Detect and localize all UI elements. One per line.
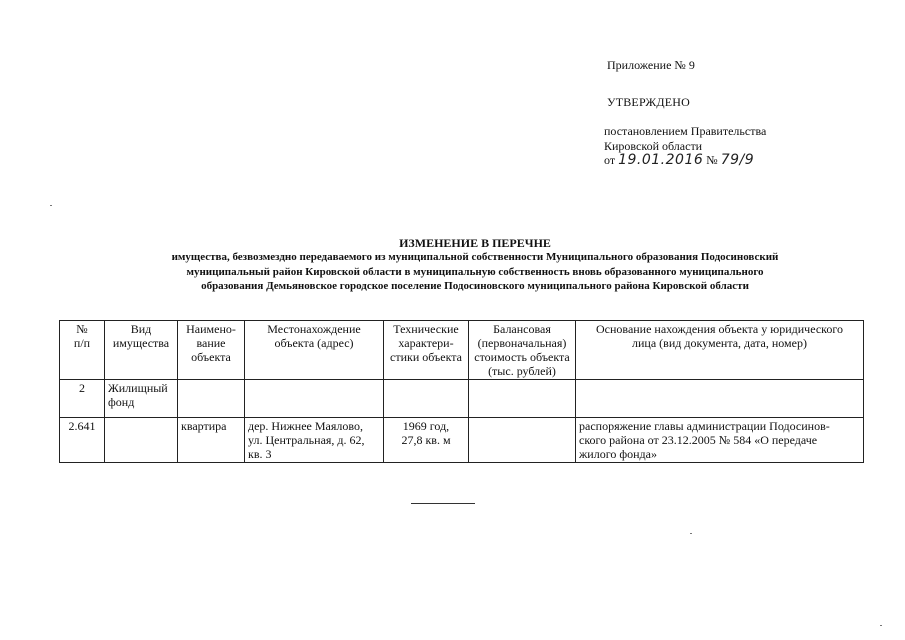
header-value-line: (тыс. рублей) bbox=[488, 364, 556, 378]
header-location bbox=[245, 321, 384, 380]
cell-specs-line: 1969 год, bbox=[402, 419, 450, 433]
approved-label: УТВЕРЖДЕНО bbox=[607, 95, 691, 109]
header-value-line: Балансовая bbox=[493, 322, 551, 336]
closing-divider bbox=[411, 503, 475, 504]
header-basis bbox=[576, 321, 864, 380]
title-line-2: имущества, безвозмездно передаваемого из муниципальной собственности Муниципального образования Подосиновский bbox=[171, 251, 779, 263]
header-specs-line: характери- bbox=[398, 336, 454, 350]
cell-basis-line: ского района от 23.12.2005 № 584 «О передаче bbox=[579, 433, 818, 447]
table-header-row bbox=[60, 321, 864, 380]
cell-basis bbox=[576, 380, 864, 418]
header-value bbox=[469, 321, 576, 380]
title-line-4: образования Демьяновское городское поселение Подосиновского муниципального района Кировской области bbox=[201, 280, 749, 292]
cell-location bbox=[245, 418, 384, 463]
header-location-line: объекта (адрес) bbox=[274, 336, 354, 350]
header-value-line: стоимость объекта bbox=[474, 350, 570, 364]
cell-type-line: фонд bbox=[108, 395, 135, 409]
decree-line-2: Кировской области bbox=[604, 138, 703, 153]
header-type-line: Вид bbox=[130, 322, 152, 336]
header-type-line: имущества bbox=[112, 336, 170, 350]
cell-location-line: дер. Нижнее Маялово, bbox=[248, 419, 363, 433]
scan-speck bbox=[690, 533, 692, 534]
cell-value bbox=[469, 418, 576, 463]
header-name bbox=[178, 321, 245, 380]
decree-date-line bbox=[604, 153, 766, 168]
cell-basis-line: распоряжение главы администрации Подосинов- bbox=[579, 419, 830, 433]
cell-type bbox=[105, 380, 178, 418]
cell-location-line: ул. Центральная, д. 62, bbox=[248, 433, 365, 447]
header-num-line: № bbox=[76, 322, 88, 336]
cell-specs-line: 27,8 кв. м bbox=[401, 433, 451, 447]
header-specs-line: Технические bbox=[393, 322, 459, 336]
cell-basis-line: жилого фонда» bbox=[579, 447, 657, 461]
cell-location-line: кв. 3 bbox=[248, 447, 272, 461]
decree-number-label: № bbox=[706, 153, 718, 167]
property-table bbox=[59, 320, 864, 463]
header-specs bbox=[384, 321, 469, 380]
cell-name-line: квартира bbox=[181, 419, 227, 433]
header-location-line: Местонахождение bbox=[267, 322, 361, 336]
header-basis-line: Основание нахождения объекта у юридического bbox=[596, 322, 843, 336]
cell-name bbox=[178, 380, 245, 418]
cell-specs bbox=[384, 380, 469, 418]
header-value-line: (первоначальная) bbox=[477, 336, 567, 350]
table-body bbox=[60, 321, 864, 463]
header-num bbox=[60, 321, 105, 380]
header-name-line: объекта bbox=[191, 350, 231, 364]
title-line-3: муниципальный район Кировской области в муниципальную собственность вновь образованного муниципального bbox=[186, 265, 764, 278]
decree-block bbox=[604, 124, 766, 168]
header-type bbox=[105, 321, 178, 380]
scan-speck bbox=[50, 205, 52, 206]
decree-line-1: постановлением Правительства bbox=[604, 124, 767, 138]
header-name-line: вание bbox=[196, 336, 226, 350]
cell-type bbox=[105, 418, 178, 463]
cell-location bbox=[245, 380, 384, 418]
cell-name bbox=[178, 418, 245, 463]
header-num-line: п/п bbox=[73, 336, 91, 350]
decree-prefix: от bbox=[604, 153, 616, 167]
document-title bbox=[100, 236, 850, 294]
appendix-label: Приложение № 9 bbox=[607, 58, 695, 72]
cell-type-line: Жилищный bbox=[108, 381, 168, 395]
cell-num: 2.641 bbox=[60, 418, 105, 463]
cell-num: 2 bbox=[60, 380, 105, 418]
title-line-1: ИЗМЕНЕНИЕ В ПЕРЕЧНЕ bbox=[399, 236, 551, 250]
header-name-line: Наимено- bbox=[186, 322, 236, 336]
cell-basis bbox=[576, 418, 864, 463]
cell-value bbox=[469, 380, 576, 418]
scan-speck bbox=[880, 625, 882, 626]
cell-specs bbox=[384, 418, 469, 463]
table-row bbox=[60, 380, 864, 418]
decree-number: 79/9 bbox=[720, 152, 755, 168]
decree-date: 19.01.2016 bbox=[618, 152, 704, 168]
table-row bbox=[60, 418, 864, 463]
header-basis-line: лица (вид документа, дата, номер) bbox=[632, 336, 807, 350]
header-specs-line: стики объекта bbox=[390, 350, 462, 364]
